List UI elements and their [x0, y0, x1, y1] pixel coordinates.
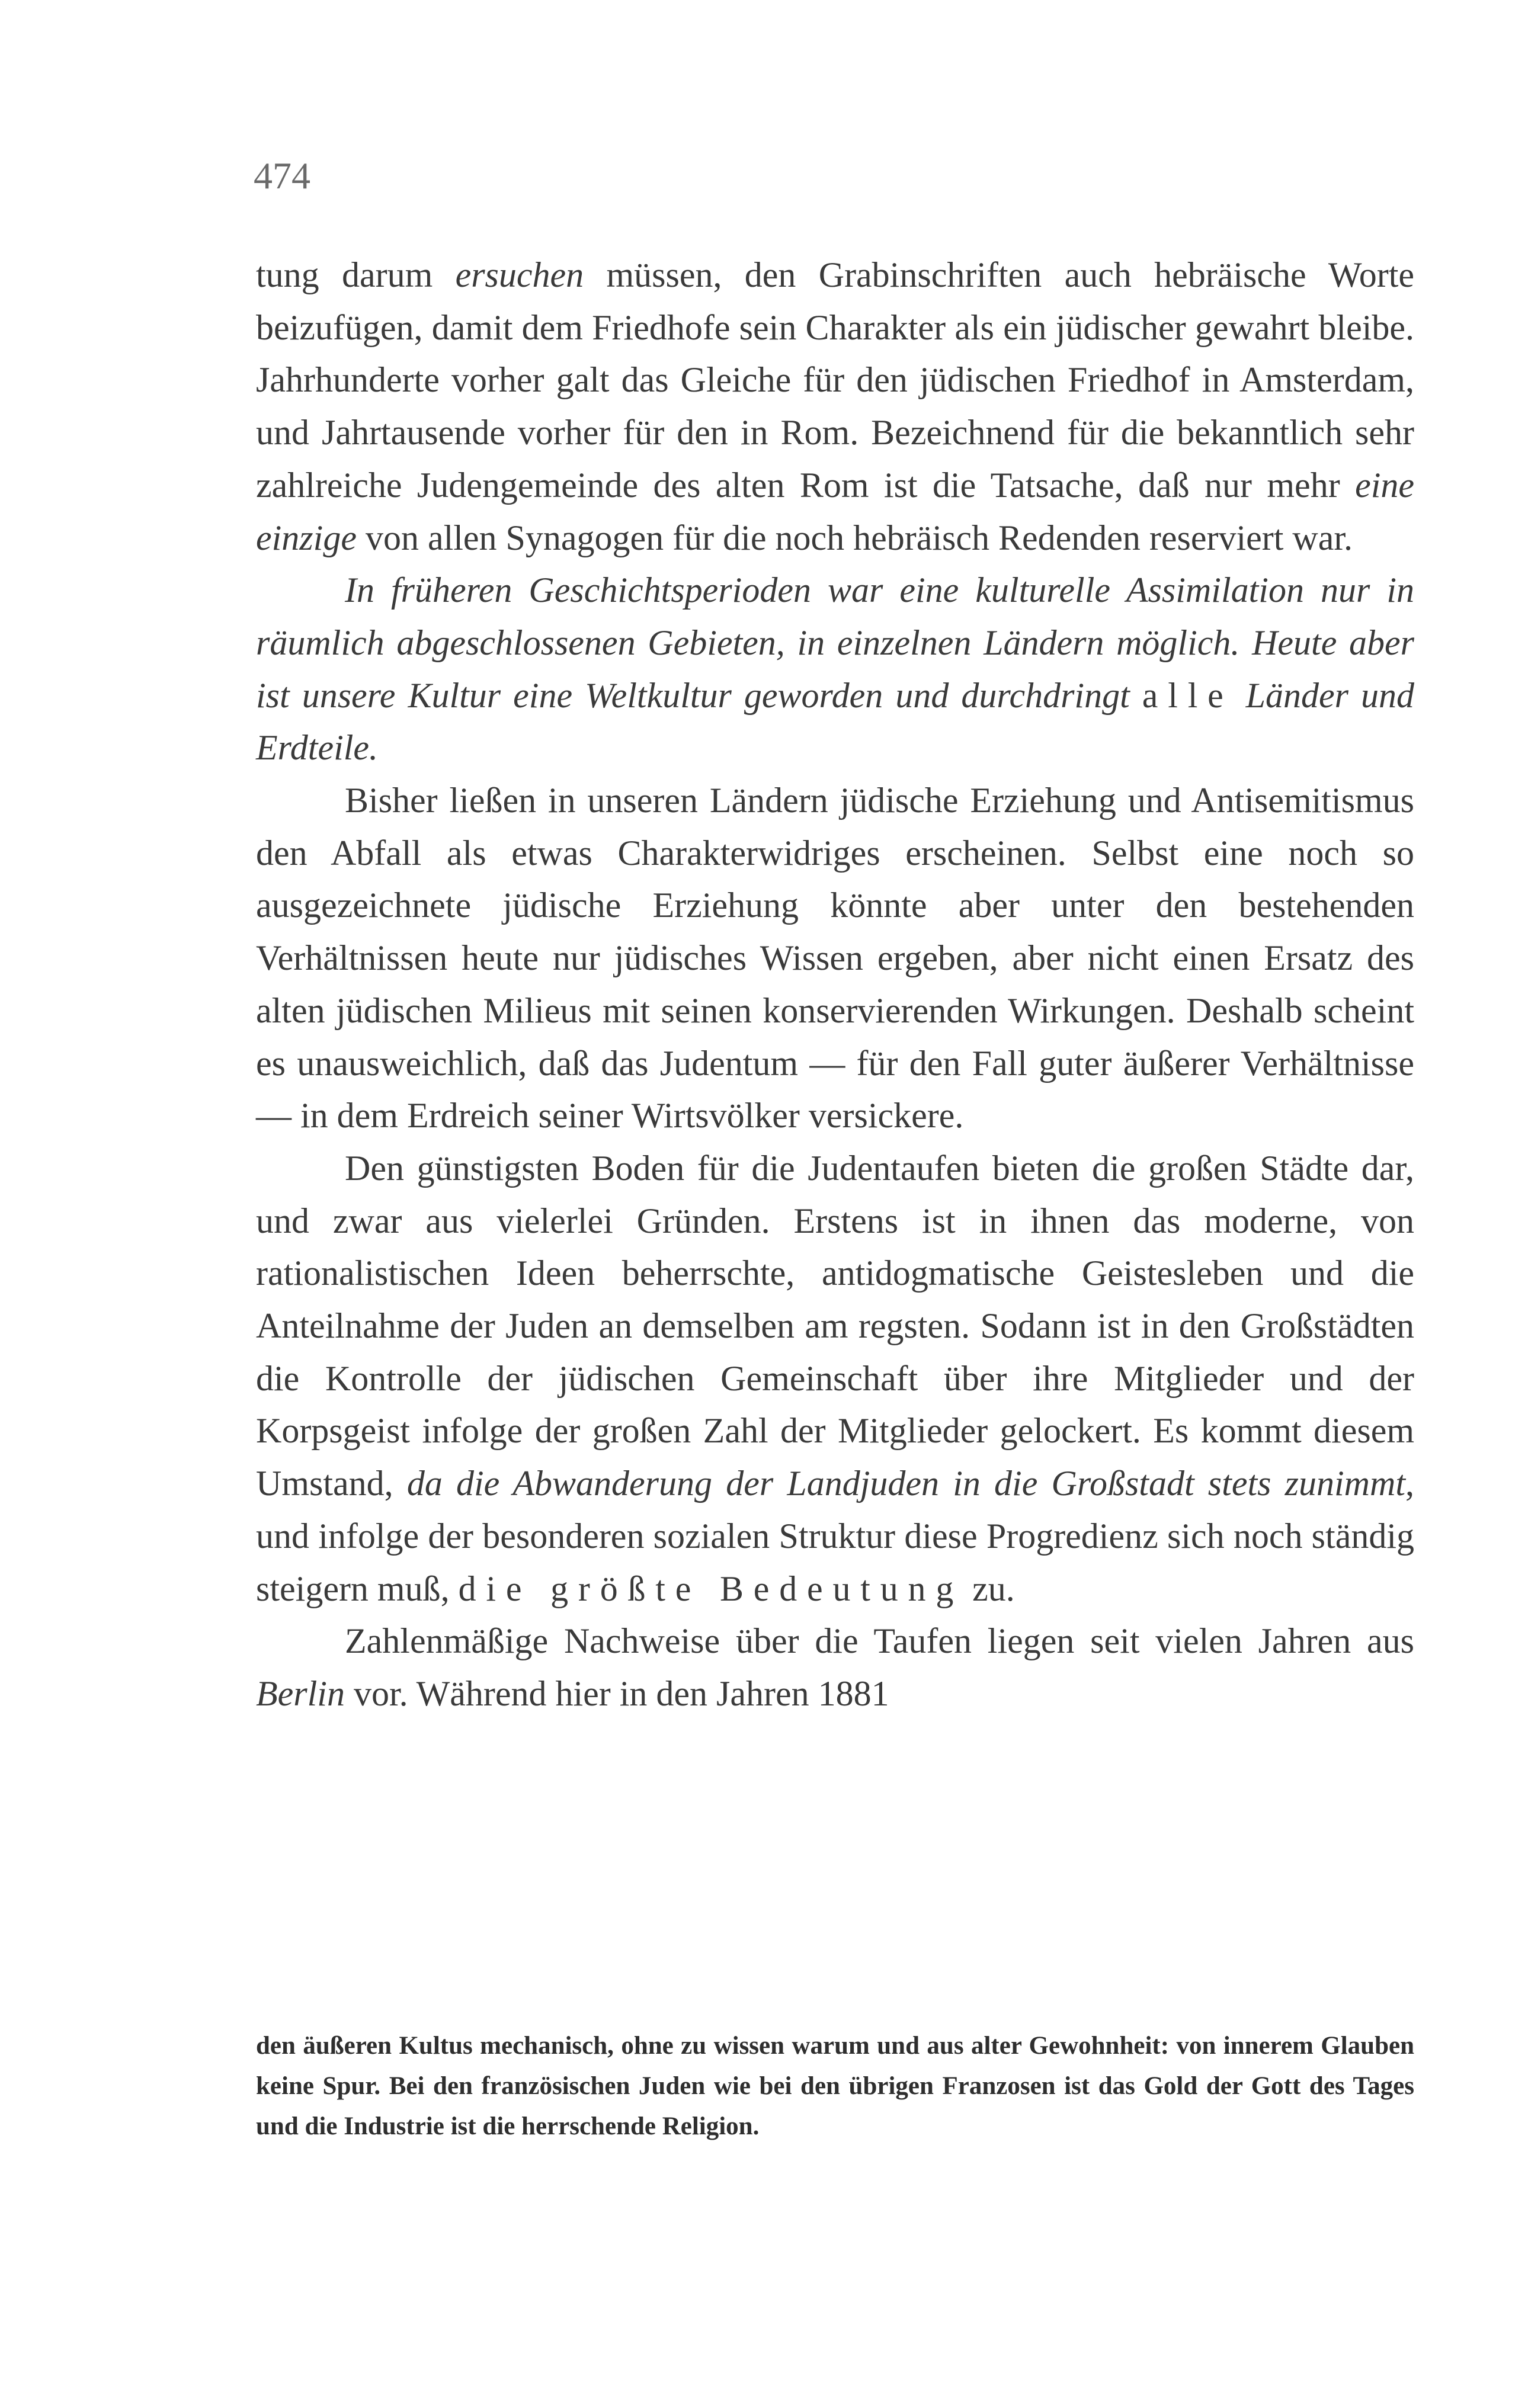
text-run: , und infolge der besonderen sozialen Struktur diese Progredienz sich noch ständig steigern muß,: [256, 1464, 1414, 1608]
emphasis: Berlin: [256, 1673, 345, 1713]
body-text: [256, 249, 1414, 1720]
text-run: Bisher ließen in unseren Ländern jüdische Erziehung und Antisemitismus den Abfall als etwas Charakterwidriges erscheinen. Selbst eine noch so ausgezeichnete jüdische Erziehung könnte aber unter den bestehenden Verhältnissen heute nur jüdisches Wissen ergeben, aber nicht einen Ersatz des alten jüdischen Milieus mit seinen konservierenden Wirkungen. Deshalb scheint es unausweichlich, daß das Judentum — für den Fall guter äußerer Verhältnisse — in dem Erdreich seiner Wirtsvölker versickere.: [256, 781, 1414, 1136]
text-run: vor. Während hier in den Jahren 1881: [344, 1673, 889, 1713]
emphasis: In früheren Geschichtsperioden war eine kulturelle Assimilation nur in räumlich abgeschlossenen Gebieten, in einzelnen Ländern möglich. Heute aber ist unsere Kultur eine Weltkultur geworden und durchdringt: [256, 570, 1414, 715]
text-run: müssen, den Grabinschriften auch hebräische Worte beizufügen, damit dem Friedhofe sein Charakter als ein jüdischer gewahrt bleibe. Jahrhunderte vorher galt das Gleiche für den jüdischen Friedhof in Amsterdam, und Jahrtausende vorher für den in Rom. Bezeichnend für die bekanntlich sehr zahlreiche Judengemeinde des alten Rom ist die Tatsache, daß nur mehr: [256, 255, 1414, 505]
text-run: tung darum: [256, 255, 456, 294]
emphasis: ersuchen: [455, 255, 584, 294]
paragraph-1: [256, 249, 1414, 564]
paragraph-3: [256, 774, 1414, 1142]
paragraph-2: [256, 564, 1414, 774]
emphasis: da die Abwanderung der Landjuden in die Großstadt stets zunimmt: [406, 1464, 1405, 1503]
paragraph-5: [256, 1615, 1414, 1720]
emphasis: Länder und Erdteile.: [256, 675, 1414, 768]
footnote: [256, 2026, 1414, 2147]
text-run: zu.: [963, 1569, 1015, 1608]
emphasis: eine einzige: [256, 465, 1414, 557]
footnote-text: den äußeren Kultus mechanisch, ohne zu wissen warum und aus alter Gewohnheit: von innerem Glauben keine Spur. Bei den französischen Juden wie bei den übrigen Franzosen ist das Gold der Gott des Tages und die Industrie ist die herrschende Religion.: [256, 2032, 1414, 2140]
spaced-emphasis: die größte Bedeutung: [458, 1569, 964, 1608]
text-run: von allen Synagogen für die noch hebräisch Redenden reserviert war.: [356, 518, 1353, 557]
text-run: Zahlenmäßige Nachweise über die Taufen liegen seit vielen Jahren aus: [345, 1621, 1414, 1661]
spaced-emphasis: alle: [1142, 675, 1234, 715]
page-number: 474: [254, 155, 310, 197]
paragraph-4: [256, 1142, 1414, 1615]
text-run: Den günstigsten Boden für die Judentaufen bieten die großen Städte dar, und zwar aus vielerlei Gründen. Erstens ist in ihnen das moderne, von rationalistischen Ideen beherrschte, antidogmatische Geistesleben und die Anteilnahme der Juden an demselben am regsten. Sodann ist in den Großstädten die Kontrolle der jüdischen Gemeinschaft über ihre Mitglieder und der Korpsgeist infolge der großen Zahl der Mitglieder gelockert. Es kommt diesem Umstand,: [256, 1148, 1414, 1503]
